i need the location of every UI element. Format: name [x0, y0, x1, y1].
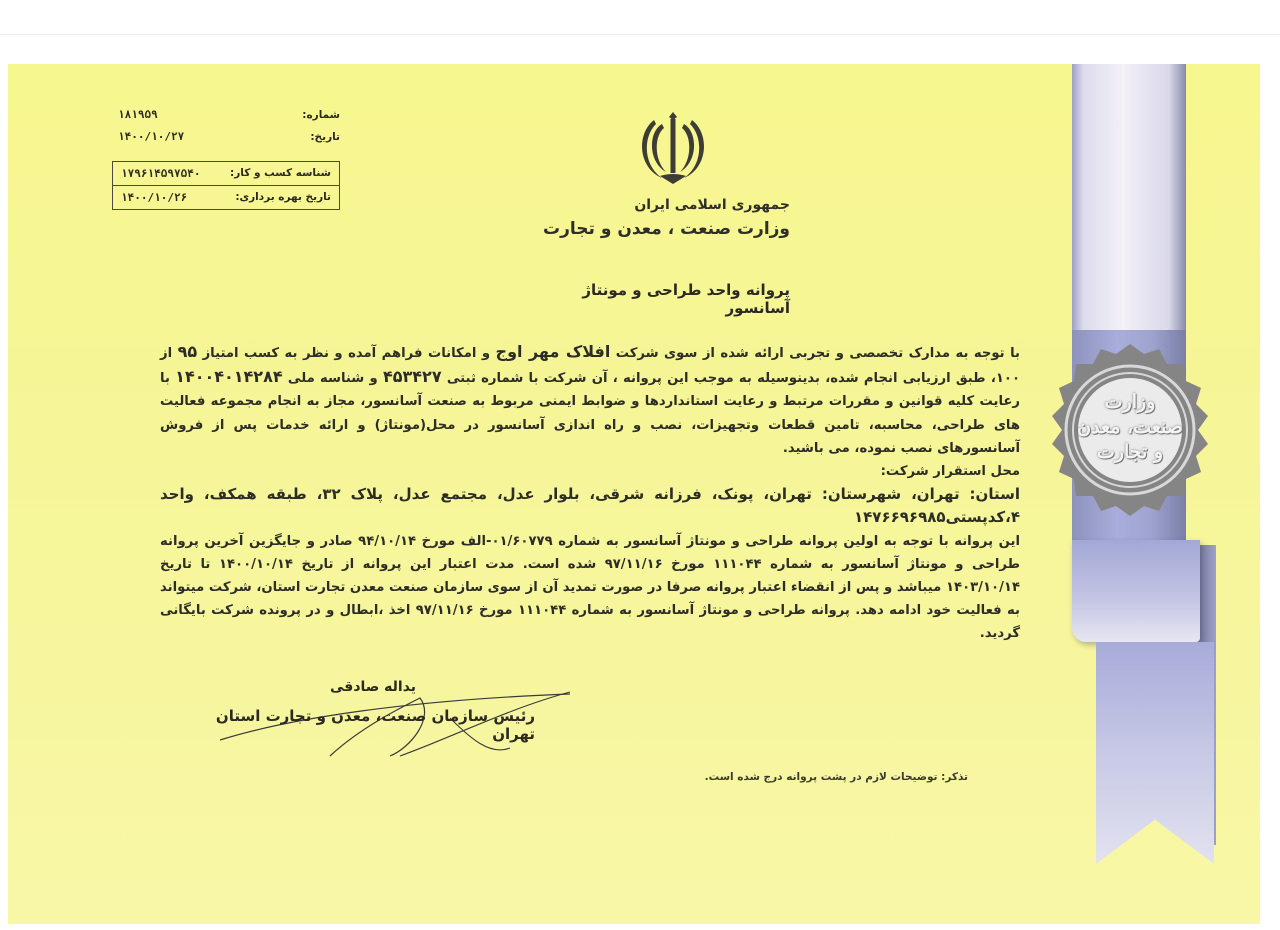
country-name: جمهوری اسلامی ایران: [634, 197, 790, 213]
company-address: استان: تهران، شهرستان: تهران، پونک، فرزانه شرقی، بلوار عدل، مجتمع عدل، پلاک ۳۲، طبقه همکف، واحد ۴،کدپستی۱۴۷۶۶۹۶۹۸۵: [160, 485, 1020, 527]
meta-row-number: [118, 104, 340, 126]
seal-text-line: صنعت، معدن: [1077, 416, 1183, 438]
document-title: پروانه واحد طراحی و مونتاژ آسانسور: [582, 281, 790, 317]
operation-date-value: ۱۴۰۰/۱۰/۲۶: [121, 191, 188, 204]
paragraph-validity: این پروانه با توجه به اولین پروانه طراحی و مونتاژ آسانسور به شماره ۰۱/۶۰۷۷۹-الف مورخ ۹۴/۱۰/۱۴ صادر و جایگزین آخرین پروانه طراحی و مونتاژ آسانسور به شماره ۱۱۱۰۴۴ مورخ ۹۷/۱۱/۱۶ شده است. مدت اعتبار این پروانه از تاریخ ۱۴۰۰/۱۰/۱۴ تا تاریخ ۱۴۰۳/۱۰/۱۴ میباشد و پس از انقضاء اعتبار پروانه صرفا در صورت تمدید آن از سوی سازمان صنعت معدن تجارت استان، شرکت میتواند به فعالیت خود ادامه دهد. پروانه طراحی و مونتاژ آسانسور به شماره ۱۱۱۰۴۴ مورخ ۹۷/۱۱/۱۶ اخذ ،ابطال و در پرونده شرکت بایگانی گردید.: [160, 533, 1021, 642]
scan-edge-line: [0, 34, 1280, 35]
signatory-title: رئیس سازمان صنعت، معدن و تجارت استان تهران: [215, 707, 535, 743]
meta-row-business-id: [113, 162, 339, 185]
seal-text-line: و تجارت: [1096, 441, 1164, 463]
text-fragment: از ۱۰۰، طبق ارزیابی انجام شده، بدینوسیله به موجب این پروانه ، آن شرکت با شماره ثبتی: [160, 346, 1021, 387]
number-label: شماره:: [302, 109, 340, 121]
business-id-value: ۱۷۹۶۱۴۵۹۷۵۴۰: [121, 167, 201, 180]
company-name: افلاک مهر اوج: [495, 342, 611, 361]
text-fragment: با رعایت کلیه قوانین و مقررات مرتبط و رعایت استانداردها و ضوابط ایمنی مربوط به صنعت آسانسور، مجاز به انجام مجموعه فعالیت های طراحی، محاسبه، تامین قطعات وتجهیزات، نصب و راه اندازی آسانسور در محل(مونتاژ) و ارائه خدمات پس از فروش آسانسورهای نصب نموده، می باشید.: [160, 371, 1020, 456]
text-fragment: و امکانات فراهم آمده و نظر به کسب امتیاز: [197, 346, 496, 361]
national-id: ۱۴۰۰۴۰۱۴۲۸۴: [175, 367, 283, 387]
document-meta: [118, 104, 340, 148]
ministry-name: وزارت صنعت ، معدن و تجارت: [543, 219, 790, 239]
text-fragment: و شناسه ملی: [282, 371, 383, 387]
number-value: ۱۸۱۹۵۹: [118, 108, 158, 121]
iran-emblem-icon: [640, 110, 706, 186]
business-id-label: شناسه کسب و کار:: [230, 167, 331, 179]
operation-date-label: تاریخ بهره برداری:: [235, 191, 331, 203]
footnote: تذکر: توضیحات لازم در پشت پروانه درج شده است.: [704, 771, 968, 783]
date-value: ۱۴۰۰/۱۰/۲۷: [118, 130, 185, 143]
certificate-body: [160, 340, 1020, 646]
date-label: تاریخ:: [310, 131, 340, 143]
meta-row-operation-date: [113, 185, 339, 209]
location-label: محل استقرار شرکت:: [880, 464, 1020, 480]
seal-text: [1070, 390, 1190, 465]
text-fragment: با توجه به مدارک تخصصی و تجربی ارائه شده از سوی شرکت: [610, 346, 1020, 361]
meta-row-date: [118, 126, 340, 148]
ribbon-upper: [1072, 64, 1186, 344]
score-value: ۹۵: [177, 342, 198, 361]
registration-number: ۴۵۳۴۲۷: [382, 367, 442, 387]
business-info-box: [112, 161, 340, 210]
signatory-name: یداله صادقی: [330, 679, 417, 695]
ribbon-fold: [1072, 540, 1200, 642]
seal-text-line: وزارت: [1104, 391, 1156, 413]
paragraph-main: [160, 340, 1020, 460]
